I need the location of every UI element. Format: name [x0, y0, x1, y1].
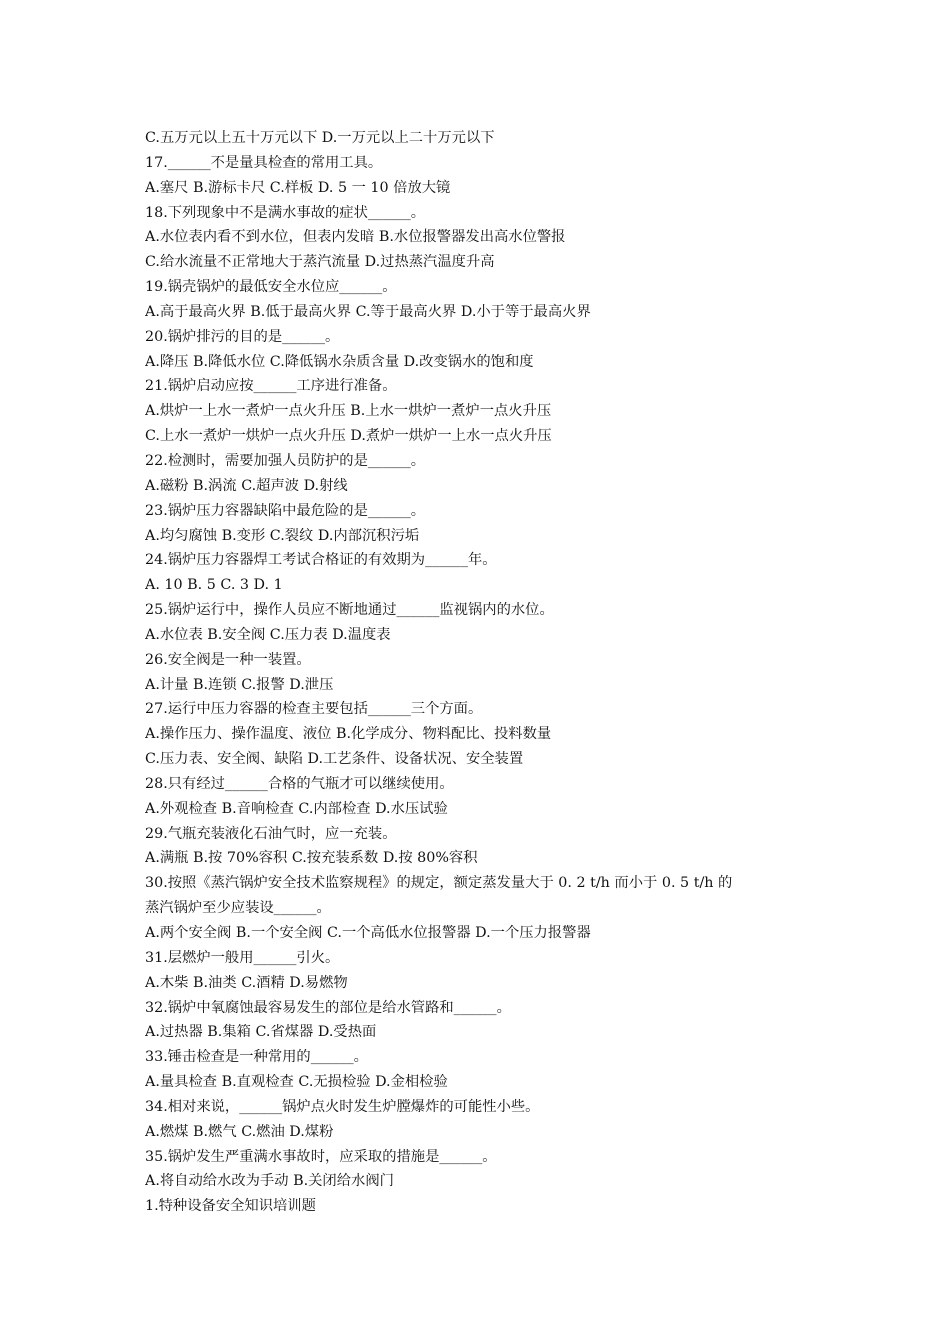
question-33: 33.锤击检查是一种常用的______。 — [145, 1049, 368, 1066]
question-24: 24.锅炉压力容器焊工考试合格证的有效期为______年。 — [145, 552, 497, 569]
question-22: 22.检测时，需要加强人员防护的是______。 — [145, 452, 426, 469]
text-line: C.五万元以上五十万元以下 D.一万元以上二十万元以下 — [145, 130, 495, 146]
question-21: 21.锅炉启动应按______工序进行准备。 — [145, 378, 397, 395]
options-27-cd: C.压力表、安全阀、缺陷 D.工艺条件、设备状况、安全装置 — [145, 751, 524, 768]
question-19: 19.锅壳锅炉的最低安全水位应______。 — [145, 279, 397, 296]
options-21-cd: C.上水一煮炉一烘炉一点火升压 D.煮炉一烘炉一上水一点火升压 — [145, 428, 552, 445]
question-29: 29.气瓶充装液化石油气时，应一充装。 — [145, 825, 397, 842]
options-18-ab: A.水位表内看不到水位，但表内发暗 B.水位报警器发出高水位警报 — [145, 229, 566, 246]
question-27: 27.运行中压力容器的检查主要包括______三个方面。 — [145, 701, 483, 718]
options-17: A.塞尺 B.游标卡尺 C.样板 D. 5 一 10 倍放大镜 — [145, 179, 451, 196]
question-34: 34.相对来说，______锅炉点火时发生炉膛爆炸的可能性小些。 — [145, 1098, 540, 1115]
options-25: A.水位表 B.安全阀 C.压力表 D.温度表 — [145, 626, 391, 643]
question-23: 23.锅炉压力容器缺陷中最危险的是______。 — [145, 502, 426, 519]
options-31: A.木柴 B.油类 C.酒精 D.易燃物 — [145, 974, 348, 991]
question-31: 31.层燃炉一般用______引火。 — [145, 949, 340, 966]
options-24: A. 10 B. 5 C. 3 D. 1 — [145, 577, 283, 594]
question-32: 32.锅炉中氧腐蚀最容易发生的部位是给水管路和______。 — [145, 999, 511, 1016]
options-19: A.高于最高火界 B.低于最高火界 C.等于最高火界 D.小于等于最高火界 — [145, 303, 591, 320]
options-20: A.降压 B.降低水位 C.降低锅水杂质含量 D.改变锅水的饱和度 — [145, 353, 534, 370]
options-29: A.满瓶 B.按 70%容积 C.按充装系数 D.按 80%容积 — [145, 850, 478, 867]
options-32: A.过热器 B.集箱 C.省煤器 D.受热面 — [145, 1024, 377, 1041]
section-title: 1.特种设备安全知识培训题 — [145, 1198, 316, 1215]
options-35: A.将自动给水改为手动 B.关闭给水阀门 — [145, 1173, 394, 1190]
question-28: 28.只有经过______合格的气瓶才可以继续使用。 — [145, 775, 454, 792]
options-30: A.两个安全阀 B.一个安全阀 C.一个高低水位报警器 D.一个压力报警器 — [145, 925, 591, 941]
question-30-line-1: 30.按照《蒸汽锅炉安全技术监察规程》的规定，额定蒸发量大于 0. 2 t/h 而小于 0. 5 t/h 的 — [145, 875, 733, 892]
options-28: A.外观检查 B.音响检查 C.内部检查 D.水压试验 — [145, 800, 448, 817]
options-34: A.燃煤 B.燃气 C.燃油 D.煤粉 — [145, 1123, 334, 1140]
options-21-ab: A.烘炉一上水一煮炉一点火升压 B.上水一烘炉一煮炉一点火升压 — [145, 403, 552, 420]
question-26: 26.安全阀是一种一装置。 — [145, 651, 311, 668]
question-20: 20.锅炉排污的目的是______。 — [145, 328, 340, 345]
question-17: 17.______不是量具检查的常用工具。 — [145, 154, 383, 171]
options-23: A.均匀腐蚀 B.变形 C.裂纹 D.内部沉积污垢 — [145, 527, 420, 544]
question-35: 35.锅炉发生严重满水事故时，应采取的措施是______。 — [145, 1148, 497, 1165]
question-18: 18.下列现象中不是满水事故的症状______。 — [145, 204, 426, 221]
options-33: A.量具检查 B.直观检查 C.无损检验 D.金相检验 — [145, 1074, 448, 1091]
options-27-ab: A.操作压力、操作温度、液位 B.化学成分、物料配比、投料数量 — [145, 726, 552, 743]
question-30-line-2: 蒸汽锅炉至少应装设______。 — [145, 900, 331, 917]
options-22: A.磁粉 B.涡流 C.超声波 D.射线 — [145, 477, 348, 494]
options-18-cd: C.给水流量不正常地大于蒸汽流量 D.过热蒸汽温度升高 — [145, 254, 495, 271]
document-page — [145, 126, 825, 1219]
options-26: A.计量 B.连锁 C.报警 D.泄压 — [145, 676, 334, 693]
question-25: 25.锅炉运行中，操作人员应不断地通过______监视锅内的水位。 — [145, 602, 554, 619]
